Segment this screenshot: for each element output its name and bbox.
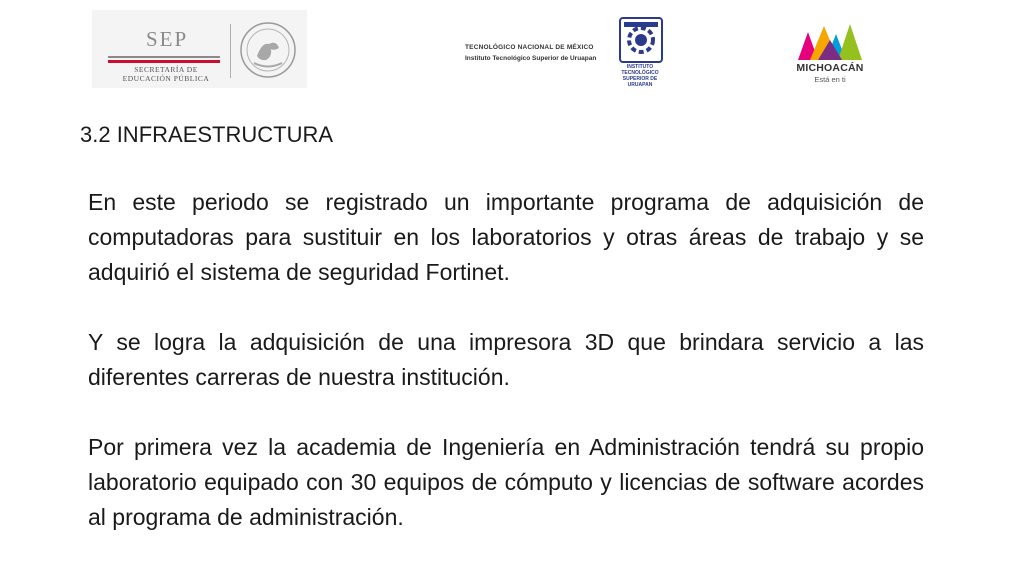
sep-logo (92, 10, 307, 88)
mexico-seal-icon (238, 20, 298, 80)
sep-rule (108, 56, 220, 58)
itsu-logo (616, 16, 668, 88)
sep-wordmark: SEP (146, 27, 189, 51)
michoacan-logo (784, 20, 876, 86)
paragraph-computers: En este periodo se registrado un importante programa de adquisición de computadoras para sustituir en los laboratorios y otras áreas de trabajo y se adquirió el sistema de seguridad Fortinet. (88, 189, 924, 285)
tecnm-logo (465, 44, 605, 62)
paragraph-3d-printer: Y se logra la adquisición de una impresora 3D que brindara servicio a las diferentes carreras de nuestra institución. (88, 329, 924, 390)
michoacan-emblem-icon (784, 20, 876, 62)
sep-divider (230, 24, 231, 78)
sep-rule-red (108, 60, 220, 63)
tecnm-campus: Instituto Tecnológico Superior de Uruapan (465, 55, 597, 62)
michoacan-title: MICHOACÁN (796, 62, 864, 74)
michoacan-tagline: Está en ti (814, 75, 846, 84)
sep-subtitle: SECRETARÍA DE EDUCACIÓN PÚBLICA (122, 65, 210, 83)
itsu-caption: INSTITUTO TECNOLÓGICO SUPERIOR DE URUAPAN (621, 64, 659, 88)
logo-header (0, 0, 1024, 100)
tecnm-name: TECNOLÓGICO NACIONAL DE MÉXICO (465, 44, 594, 51)
paragraph-admin-lab: Por primera vez la academia de Ingeniería en Administración tendrá su propio laboratorio equipado con 30 equipos de cómputo y licencias de software acordes al programa de administración. (88, 434, 924, 530)
gear-emblem-icon (616, 16, 666, 64)
slide-heading: 3.2 INFRAESTRUCTURA (80, 122, 334, 147)
